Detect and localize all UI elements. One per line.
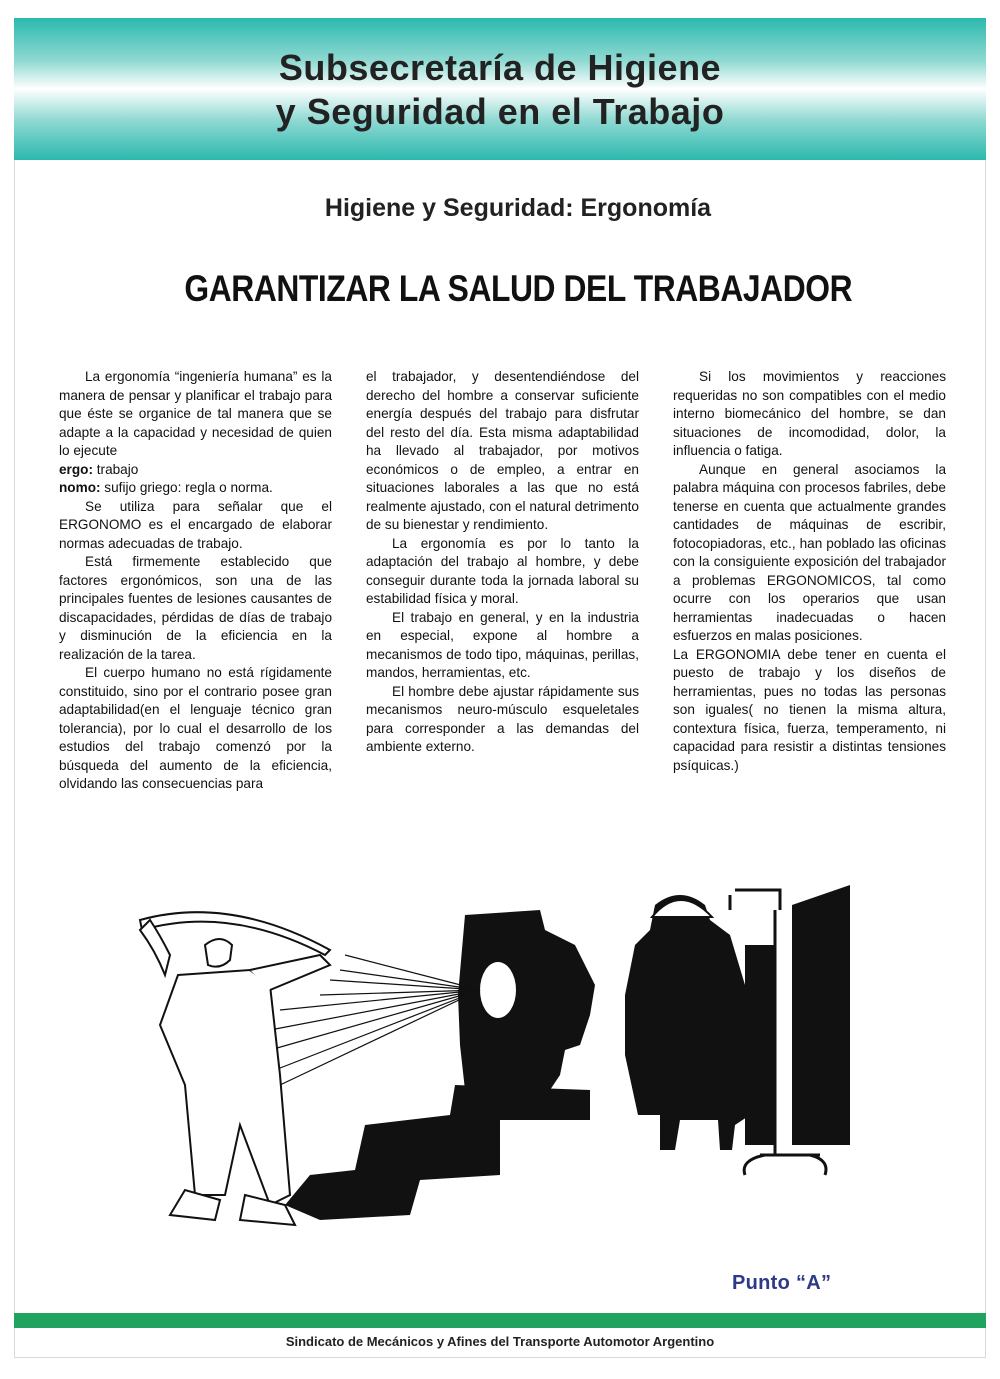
paragraph: La ERGONOMIA debe tener en cuenta el puesto de trabajo y los diseños de herramientas, pues no todas las personas son iguales( no tienen la misma altura, contextura física, fuerza, temperamento, ni capacidad para resistir a distintas tensiones psíquicas.) [673,646,946,773]
definition-text: sufijo griego: regla o norma. [100,480,273,495]
section-subtitle: Higiene y Seguridad: Ergonomía [324,194,712,222]
paragraph: Aunque en general asociamos la palabra máquina con procesos fabriles, debe tenerse en cuenta que actualmente grandes cantidades de máquinas de escribir, fotocopiadoras, etc., han poblado las oficinas con la consiguiente exposición del trabajador a problemas ERGONOMICOS, tal como ocurre con los operarios que usan herramientas inadecuadas o hacen esfuerzos en malas posiciones. [673,461,946,643]
worker-illustration [120,875,860,1275]
definition-ergo [59,461,332,480]
brand-logo: Punto “A” [732,1272,832,1294]
shadow-hole [480,962,516,1018]
definition-term: nomo: [59,480,101,495]
header-banner [14,18,986,160]
standing-man [625,895,750,1150]
floor-shadow [285,1085,590,1220]
footer-text: Sindicato de Mecánicos y Afines del Transporte Automotor Argentino [285,1334,715,1349]
paragraph: La ergonomía es por lo tanto la adaptación del trabajo al hombre, y debe conseguir durante toda la jornada laboral su estabilidad física y moral. [366,535,639,606]
shadow-figure [458,910,595,1090]
paragraph: Está firmemente establecido que factores ergonómicos, son una de las principales fuentes de lesiones causantes de discapacidades, pérdidas de días de trabajo y disminución de la eficiencia en la realización de la tarea. [59,554,332,662]
definition-text: trabajo [92,461,139,477]
footer-bar [14,1313,986,1328]
panel-right [792,885,850,1145]
text-column-3 [673,368,946,775]
definition-term: ergo: [59,461,93,477]
paragraph: El trabajo en general, y en la industria en especial, expone al hombre a mecanismos de todo tipo, máquinas, perillas, mandos, herramientas, etc. [366,609,639,680]
definition-nomo [59,479,332,498]
header-title [14,46,986,134]
paragraph: La ergonomía “ingeniería humana” es la manera de pensar y planificar el trabajo para que éste se organice de tal manera que se adapte a la capacidad y necesidad de quien lo ejecute [59,369,332,458]
header-title-line2: y Seguridad en el Trabajo [275,91,725,132]
paragraph: El cuerpo humano no está rígidamente constituido, sino por el contrario posee gran adaptabilidad(en el lenguaje técnico gran tolerancia), por lo cual el desarrollo de los estudios del trabajo comenzó por la búsqueda del aumento de la eficiencia, olvidando las consecuencias para [59,665,332,791]
headline: GARANTIZAR LA SALUD DEL TRABAJADOR [184,268,853,309]
text-column-1 [59,368,332,794]
paragraph: el trabajador, y desentendiéndose del derecho del hombre a conservar suficiente energía después del trabajo para disfrutar del resto del día. Esta misma adaptabilidad ha llevado al trabajador, por motivos económicos o de empleo, a entrar en situaciones laborales a las que no está realmente ajustado, con el natural detrimento de su bienestar y rendimiento. [366,369,639,532]
paragraph: El hombre debe ajustar rápidamente sus mecanismos neuro-músculo esqueletales para corresponder a las demandas del ambiente externo. [366,683,639,754]
paragraph: Se utiliza para señalar que el ERGONOMO es el encargado de elaborar normas adecuadas de trabajo. [59,498,332,551]
panel-left [745,945,775,1145]
paragraph: Si los movimientos y reacciones requeridas no son compatibles con el medio interno biomecánico del hombre, se dan situaciones de incomodidad, dolor, la influencia o fatiga. [673,369,946,458]
header-title-line1: Subsecretaría de Higiene [278,47,722,88]
cloth [140,912,330,955]
worker-figure [140,920,330,1225]
text-column-2 [366,368,639,757]
